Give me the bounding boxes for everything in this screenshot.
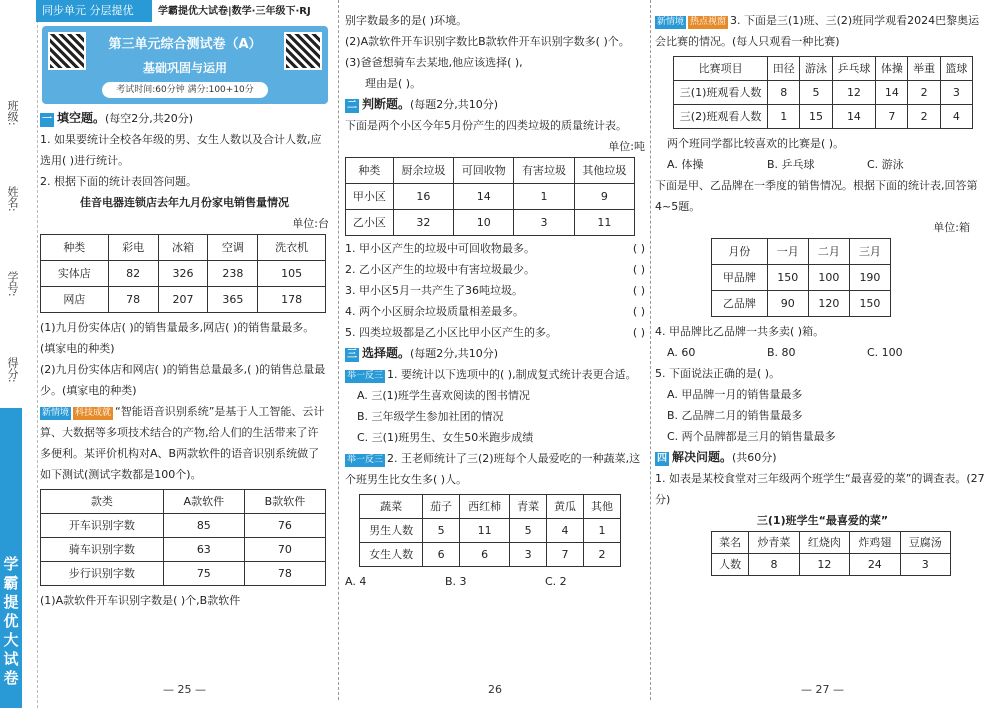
page-divider [650, 0, 652, 700]
table-1-title: 佳音电器连锁店去年九月份家电销售量情况 [80, 196, 289, 209]
question-2-part-2: (2)九月份实体店和网店( )的销售总量最多,( )的销售总量最少。(填家电的种类) [40, 363, 326, 397]
section-2-heading: 二 判断题。(每题2分,共10分) [347, 97, 499, 111]
judge-item: 4. 两个小区厨余垃圾质量相差最多。 ( ) [345, 305, 645, 318]
brand-sales-description: 下面是甲、乙品牌在一季度的销售情况。根据下面的统计表,回答第4~5题。 [655, 179, 978, 213]
table-row: 女生人数 6 6 3 7 2 [360, 543, 621, 567]
page-25 [36, 0, 333, 708]
choice-option: A. 甲品牌一月的销售量最多 [667, 388, 803, 401]
choice-option: B. 乙品牌二月的销售量最多 [667, 409, 803, 422]
choice-option: C. 两个品牌都是三月的销售量最多 [667, 430, 836, 443]
table-row: 三(1)班观看人数 8 5 12 14 2 3 [674, 81, 973, 105]
table-row: 甲小区 16 14 1 9 [346, 184, 635, 210]
exam-info: 考试时间:60分钟 满分:100+10分 [102, 82, 268, 98]
page-divider [338, 0, 340, 700]
sales-table: 种类 彩电 冰箱 空调 洗衣机 实体店 82 326 238 105 网店 78 207 365 178 [40, 234, 326, 313]
question-3: 新情境 科技成就 “智能语音识别系统”是基于人工智能、云计算、大数据等多项技术结合的产物,给人们的生活带来了许多便利。某评价机构对A、B两款软件的语音识别系统做了如下测试(测试字数都是100个)。 [40, 405, 325, 481]
table-row: 三(2)班观看人数 1 15 14 7 2 4 [674, 105, 973, 129]
brand-text: 学霸提优大试卷 [3, 555, 19, 687]
question-3-reason: 理由是( )。 [365, 77, 422, 90]
choice-option: A. 三(1)班学生喜欢阅读的图书情况 [357, 389, 530, 402]
section-3-heading: 三 选择题。(每题2分,共10分) [347, 346, 499, 360]
brand-sales-table: 月份 一月 二月 三月 甲品牌 150 100 190 乙品牌 90 120 150 [711, 238, 891, 317]
table-6-unit: 单位:箱 [933, 221, 970, 234]
page-subtitle: 基础巩固与运用 [142, 61, 227, 75]
judge-item: 2. 乙小区产生的垃圾中有害垃圾最少。 ( ) [345, 263, 645, 276]
page-27 [655, 0, 990, 708]
question-2-part-1: (1)九月份实体店( )的销售量最多,网店( )的销售量最多。(填家电的种类) [40, 321, 315, 355]
question-3-part-1: (1)A款软件开车识别字数是( )个,B款软件 [40, 594, 241, 607]
table-row: 甲品牌 150 100 190 [712, 265, 891, 291]
id-label: 学号: [6, 271, 19, 298]
page-title: 第三单元综合测试卷（A） [108, 37, 262, 52]
table-row: 步行识别字数 75 78 [41, 562, 326, 586]
page-number: — 27 — [801, 683, 844, 696]
table-row: 网店 78 207 365 178 [41, 287, 326, 313]
choice-option: B. 三年级学生参加社团的情况 [357, 410, 504, 423]
binding-margin [0, 0, 38, 708]
question-3-part-3: (3)爸爸想骑车去某地,他应该选择( ), [345, 56, 523, 69]
question-3-part-1-cont: 别字数最多的是( )环境。 [345, 14, 468, 27]
choice-2-options: A. 4 B. 3 C. 2 [345, 575, 567, 588]
judge-item: 1. 甲小区产生的垃圾中可回收物最多。 ( ) [345, 242, 645, 255]
qr-code-icon[interactable] [284, 32, 322, 70]
score-label: 得分: [6, 357, 19, 383]
question-3-options: A. 体操 B. 乒乓球 C. 游泳 [667, 158, 904, 171]
table-row: 开车识别字数 85 76 [41, 514, 326, 538]
judge-item: 3. 甲小区5月一共产生了36吨垃圾。 ( ) [345, 284, 645, 297]
series-banner: 同步单元 分层提优 [36, 0, 152, 22]
table-row: 乙小区 32 10 3 11 [346, 210, 635, 236]
choice-option: C. 三(1)班男生、女生50米跑步成绩 [357, 431, 534, 444]
question-1: 1. 如果要统计全校各年级的男、女生人数以及合计人数,应选用( )进行统计。 [40, 133, 322, 167]
book-meta: 学霸提优大试卷|数学·三年级下·RJ [158, 6, 311, 17]
table-row: 骑车识别字数 63 70 [41, 538, 326, 562]
name-label: 姓名: [6, 185, 19, 212]
table-row: 实体店 82 326 238 105 [41, 261, 326, 287]
brand-strip [0, 408, 22, 708]
table-7-title: 三(1)班学生“最喜爱的菜” [756, 514, 889, 527]
judge-item: 5. 四类垃圾都是乙小区比甲小区产生的多。 ( ) [345, 326, 645, 339]
qr-code-icon[interactable] [48, 32, 86, 70]
page-number: — 25 — [163, 683, 206, 696]
vegetable-table: 蔬菜 茄子 西红柿 青菜 黄瓜 其他 男生人数 5 11 5 4 1 女生人数 6 6 3 7 2 [359, 494, 621, 567]
question-4: 4. 甲品牌比乙品牌一共多卖( )箱。 [655, 325, 825, 338]
table-row: 乙品牌 90 120 150 [712, 291, 891, 317]
garbage-table: 种类 厨余垃圾 可回收物 有害垃圾 其他垃圾 甲小区 16 14 1 9 乙小区 32 10 3 11 [345, 157, 635, 236]
question-3-olympics: 新情境 热点视窗 3. 下面是三(1)班、三(2)班同学观看2024巴黎奥运会比赛的情况。(每人只观看一种比赛) [655, 14, 980, 48]
problem-1: 1. 如表是某校食堂对三年级两个班学生“最喜爱的菜”的调查表。(27分) [655, 472, 985, 506]
table-row: 男生人数 5 11 5 4 1 [360, 519, 621, 543]
student-info-labels [4, 100, 24, 443]
question-4-options: A. 60 B. 80 C. 100 [667, 346, 903, 359]
question-3-part-2: (2)A款软件开车识别字数比B款软件开车识别字数多( )个。 [345, 35, 630, 48]
favorite-dish-table: 菜名 炒青菜 红烧肉 炸鸡翅 豆腐汤 人数 8 12 24 3 [711, 531, 951, 576]
section-4-heading: 四 解决问题。(共60分) [657, 450, 777, 464]
question-5: 5. 下面说法正确的是( )。 [655, 367, 781, 380]
class-label: 班级: [6, 100, 19, 126]
question-2: 2. 根据下面的统计表回答问题。 [40, 175, 197, 188]
question-3-ask: 两个班同学都比较喜欢的比赛是( )。 [667, 137, 845, 150]
page-26 [345, 0, 645, 708]
speech-recognition-table: 款类 A款软件 B款软件 开车识别字数 85 76 骑车识别字数 63 70 步行识别字数 75 78 [40, 489, 326, 586]
section-1-heading: 一 填空题。(每空2分,共20分) [42, 111, 194, 125]
choice-1: 举一反三 1. 要统计以下选项中的( ),制成复式统计表更合适。 [347, 368, 637, 381]
table-3-unit: 单位:吨 [608, 140, 645, 153]
table-row: 人数 8 12 24 3 [712, 554, 951, 576]
olympics-table: 比赛项目 田径 游泳 乒乓球 体操 举重 篮球 三(1)班观看人数 8 5 12 14 2 3 三(2)班观看人数 1 15 14 7 2 4 [673, 56, 973, 129]
section-2-description: 下面是两个小区今年5月份产生的四类垃圾的质量统计表。 [345, 119, 627, 132]
choice-2: 举一反三 2. 王老师统计了三(2)班每个人最爱吃的一种蔬菜,这个班男生比女生多( )人。 [345, 452, 641, 486]
page-number: 26 [488, 683, 502, 696]
title-box [42, 26, 328, 104]
table-1-unit: 单位:台 [292, 217, 329, 230]
